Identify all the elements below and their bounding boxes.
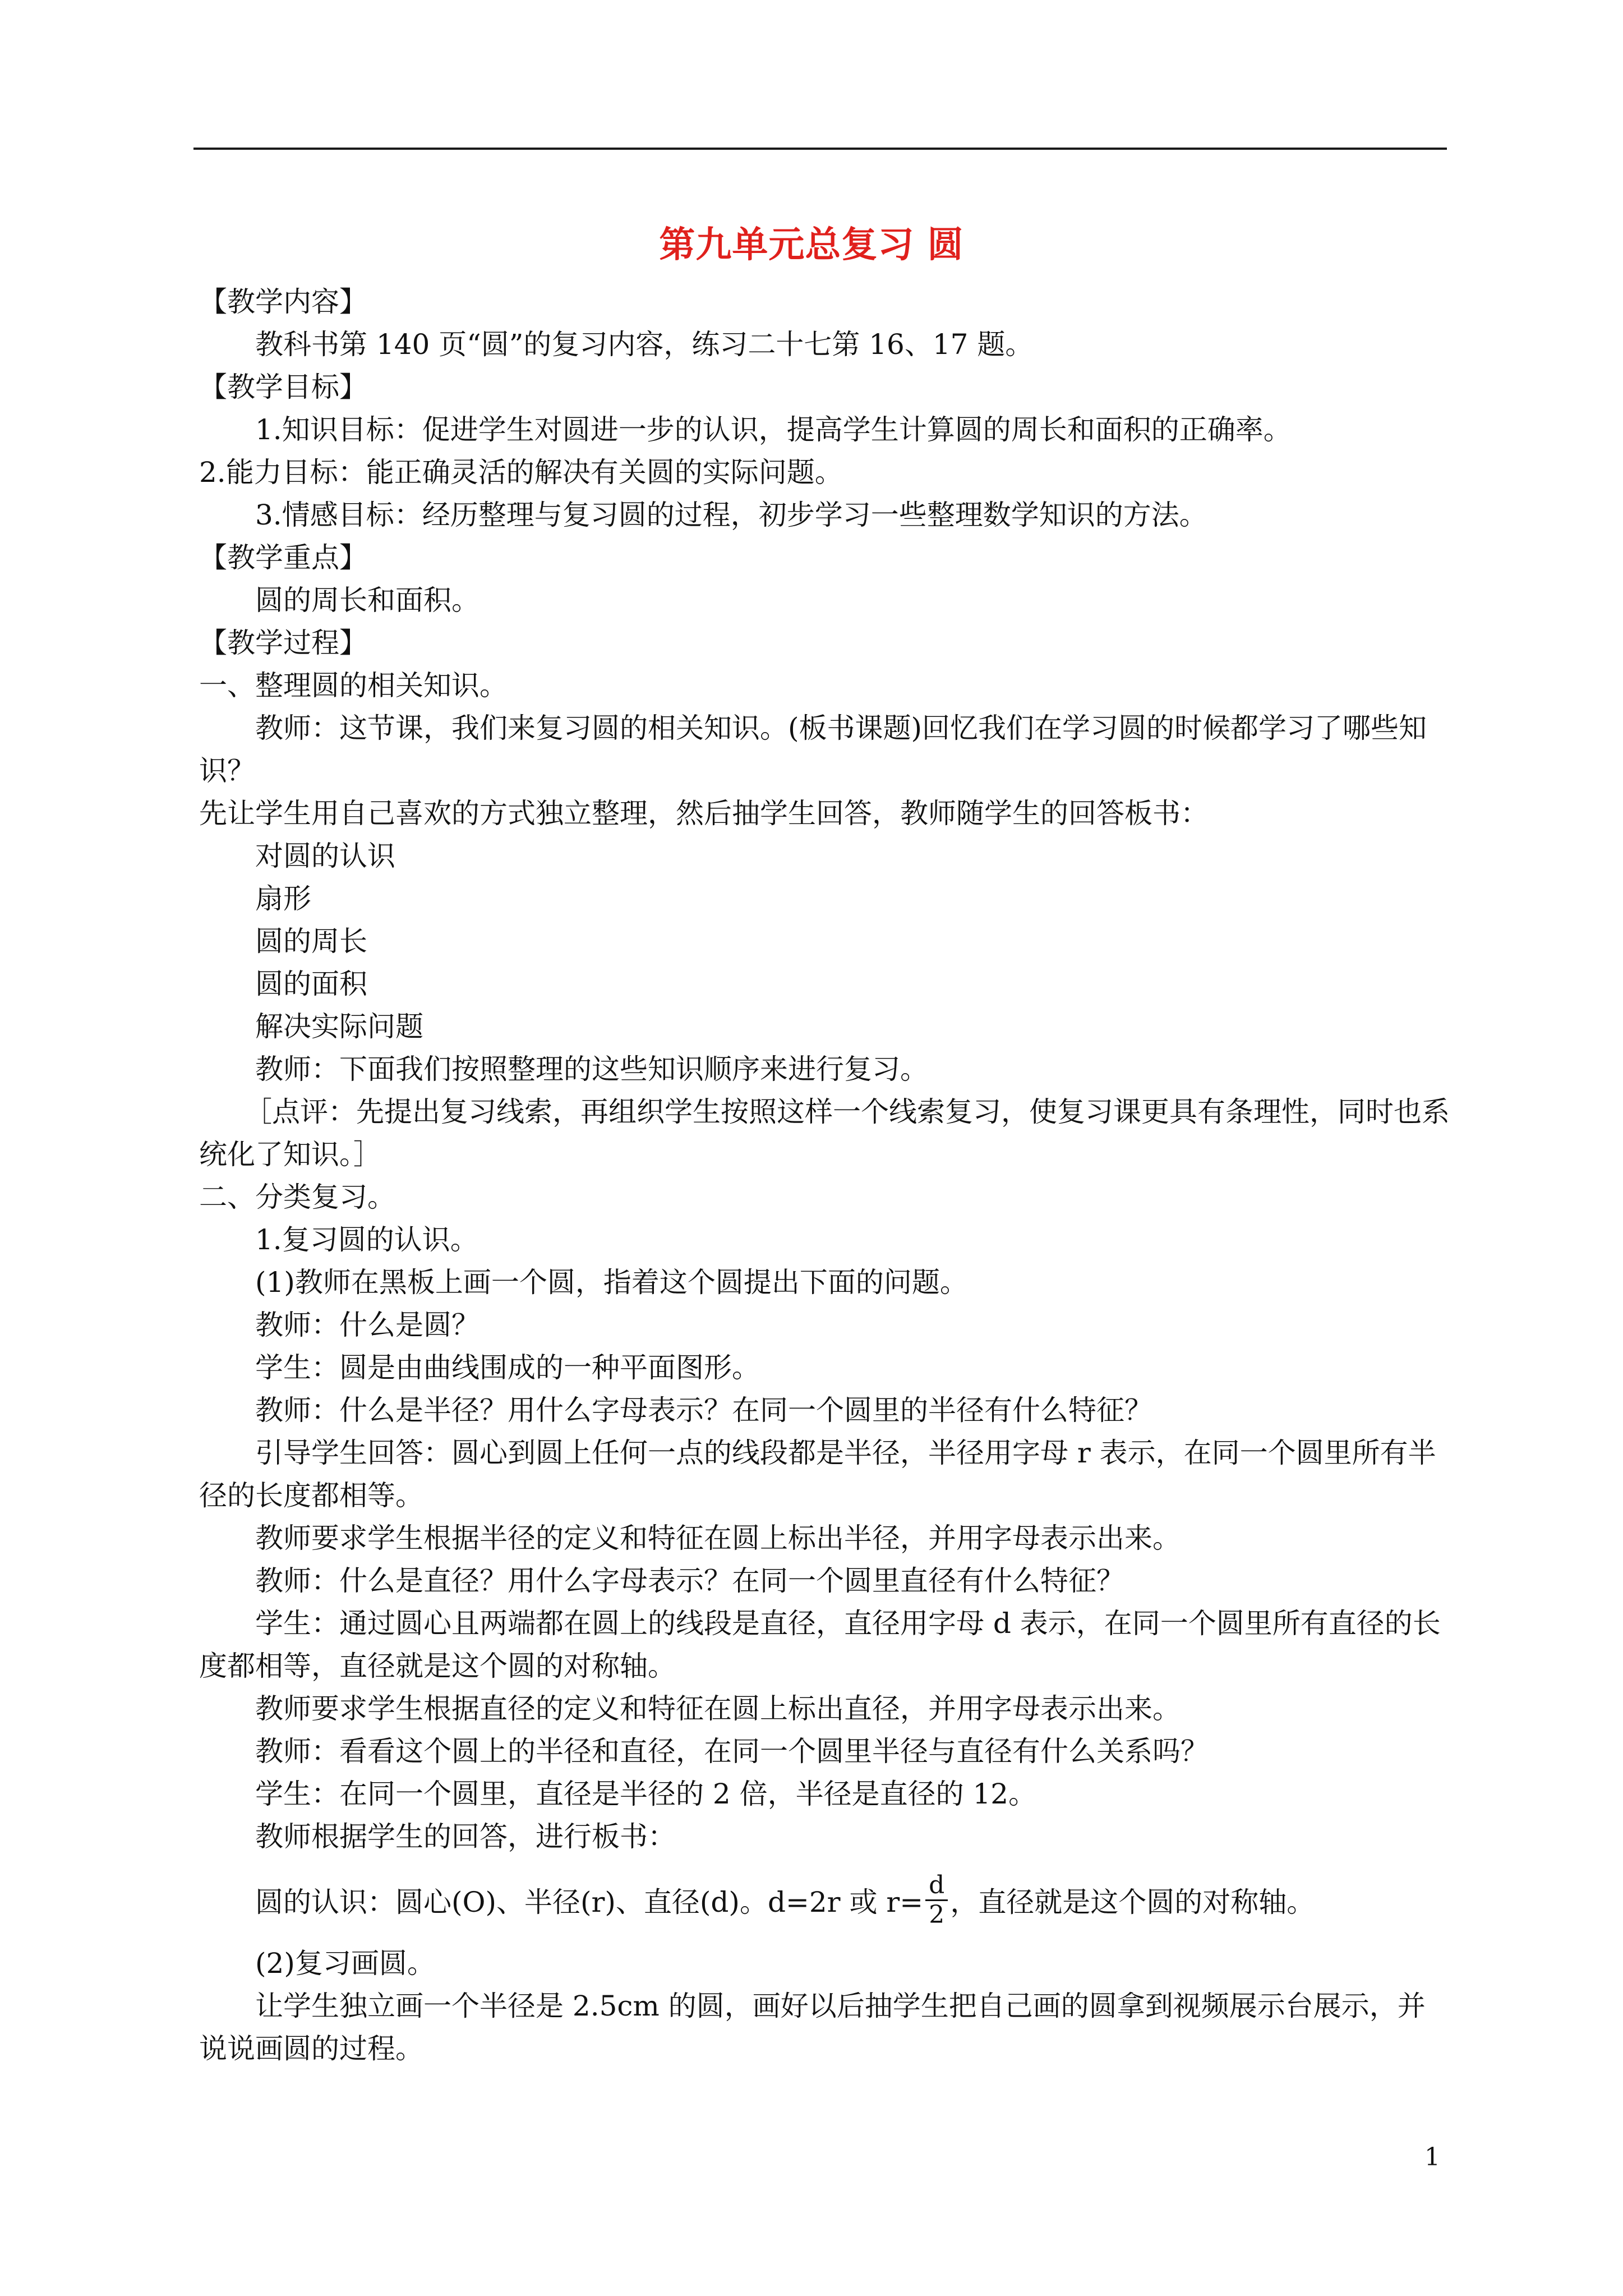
paragraph: 先让学生用自己喜欢的方式独立整理，然后抽学生回答，教师随学生的回答板书： bbox=[199, 797, 1209, 830]
paragraph: 让学生独立画一个半径是 2.5cm 的圆，画好以后抽学生把自己画的圆拿到视频展示台展示，并说说画圆的过程。 bbox=[199, 1990, 1426, 2065]
paragraph: 教师：什么是半径？用什么字母表示？在同一个圆里的半径有什么特征？ bbox=[255, 1394, 1152, 1427]
heading-teaching-focus: 【教学重点】 bbox=[199, 541, 367, 574]
board-item: 扇形 bbox=[255, 882, 311, 915]
heading-teaching-goals: 【教学目标】 bbox=[199, 371, 367, 403]
comment-note: ［点评：先提出复习线索，再组织学生按照这样一个线索复习，使复习课更具有条理性，同时也系统化了知识。］ bbox=[199, 1096, 1450, 1171]
paragraph: 1.知识目标：促进学生对圆进一步的认识，提高学生计算圆的周长和面积的正确率。 bbox=[255, 413, 1292, 446]
section-heading: 二、分类复习。 bbox=[199, 1181, 395, 1213]
paragraph: (2)复习画圆。 bbox=[255, 1947, 435, 1980]
paragraph: 1.复习圆的认识。 bbox=[255, 1223, 478, 1256]
paragraph: 引导学生回答：圆心到圆上任何一点的线段都是半径，半径用字母 r 表示，在同一个圆里所有半径的长度都相等。 bbox=[199, 1437, 1436, 1512]
fraction-denominator: 2 bbox=[929, 1900, 945, 1929]
formula-text: ，直径就是这个圆的对称轴。 bbox=[950, 1886, 1315, 1918]
fraction-numerator: d bbox=[925, 1871, 948, 1901]
paragraph: (1)教师在黑板上画一个圆，指着这个圆提出下面的问题。 bbox=[255, 1266, 968, 1299]
heading-teaching-process: 【教学过程】 bbox=[199, 627, 367, 659]
fraction bbox=[925, 1871, 948, 1929]
paragraph: 教师：这节课，我们来复习圆的相关知识。(板书课题)回忆我们在学习圆的时候都学习了哪些知识？ bbox=[199, 712, 1427, 787]
board-item: 对圆的认识 bbox=[255, 840, 395, 872]
paragraph: 学生：圆是由曲线围成的一种平面图形。 bbox=[255, 1351, 760, 1384]
formula-text: 圆的认识：圆心(O)、半径(r)、直径(d)。d=2r 或 r= bbox=[255, 1886, 924, 1918]
paragraph: 教师根据学生的回答，进行板书： bbox=[255, 1820, 676, 1853]
page-number: 1 bbox=[1424, 2143, 1440, 2171]
board-item: 圆的面积 bbox=[255, 968, 367, 1000]
paragraph: 学生：通过圆心且两端都在圆上的线段是直径，直径用字母 d 表示，在同一个圆里所有直径的长度都相等，直径就是这个圆的对称轴。 bbox=[199, 1607, 1441, 1682]
paragraph: 圆的周长和面积。 bbox=[255, 584, 479, 616]
section-heading: 一、整理圆的相关知识。 bbox=[199, 669, 508, 702]
paragraph: 教科书第 140 页“圆”的复习内容，练习二十七第 16、17 题。 bbox=[255, 328, 1034, 361]
paragraph: 教师要求学生根据直径的定义和特征在圆上标出直径，并用字母表示出来。 bbox=[255, 1692, 1181, 1725]
paragraph: 2.能力目标：能正确灵活的解决有关圆的实际问题。 bbox=[199, 456, 843, 489]
paragraph: 3.情感目标：经历整理与复习圆的过程，初步学习一些整理数学知识的方法。 bbox=[255, 499, 1207, 531]
header-rule bbox=[193, 148, 1447, 150]
paragraph: 学生：在同一个圆里，直径是半径的 2 倍，半径是直径的 12。 bbox=[255, 1778, 1037, 1810]
document-body bbox=[199, 280, 1450, 2070]
paragraph: 教师：下面我们按照整理的这些知识顺序来进行复习。 bbox=[255, 1053, 928, 1085]
document-title: 第九单元总复习 圆 bbox=[659, 224, 964, 266]
paragraph: 教师：什么是圆？ bbox=[255, 1309, 479, 1341]
paragraph: 教师：看看这个圆上的半径和直径，在同一个圆里半径与直径有什么关系吗？ bbox=[255, 1735, 1209, 1768]
paragraph: 教师要求学生根据半径的定义和特征在圆上标出半径，并用字母表示出来。 bbox=[255, 1522, 1181, 1554]
heading-teaching-content: 【教学内容】 bbox=[199, 286, 367, 318]
board-item: 圆的周长 bbox=[255, 925, 367, 958]
board-item: 解决实际问题 bbox=[255, 1010, 423, 1043]
formula-line bbox=[199, 1858, 1450, 1942]
paragraph: 教师：什么是直径？用什么字母表示？在同一个圆里直径有什么特征？ bbox=[255, 1565, 1124, 1597]
